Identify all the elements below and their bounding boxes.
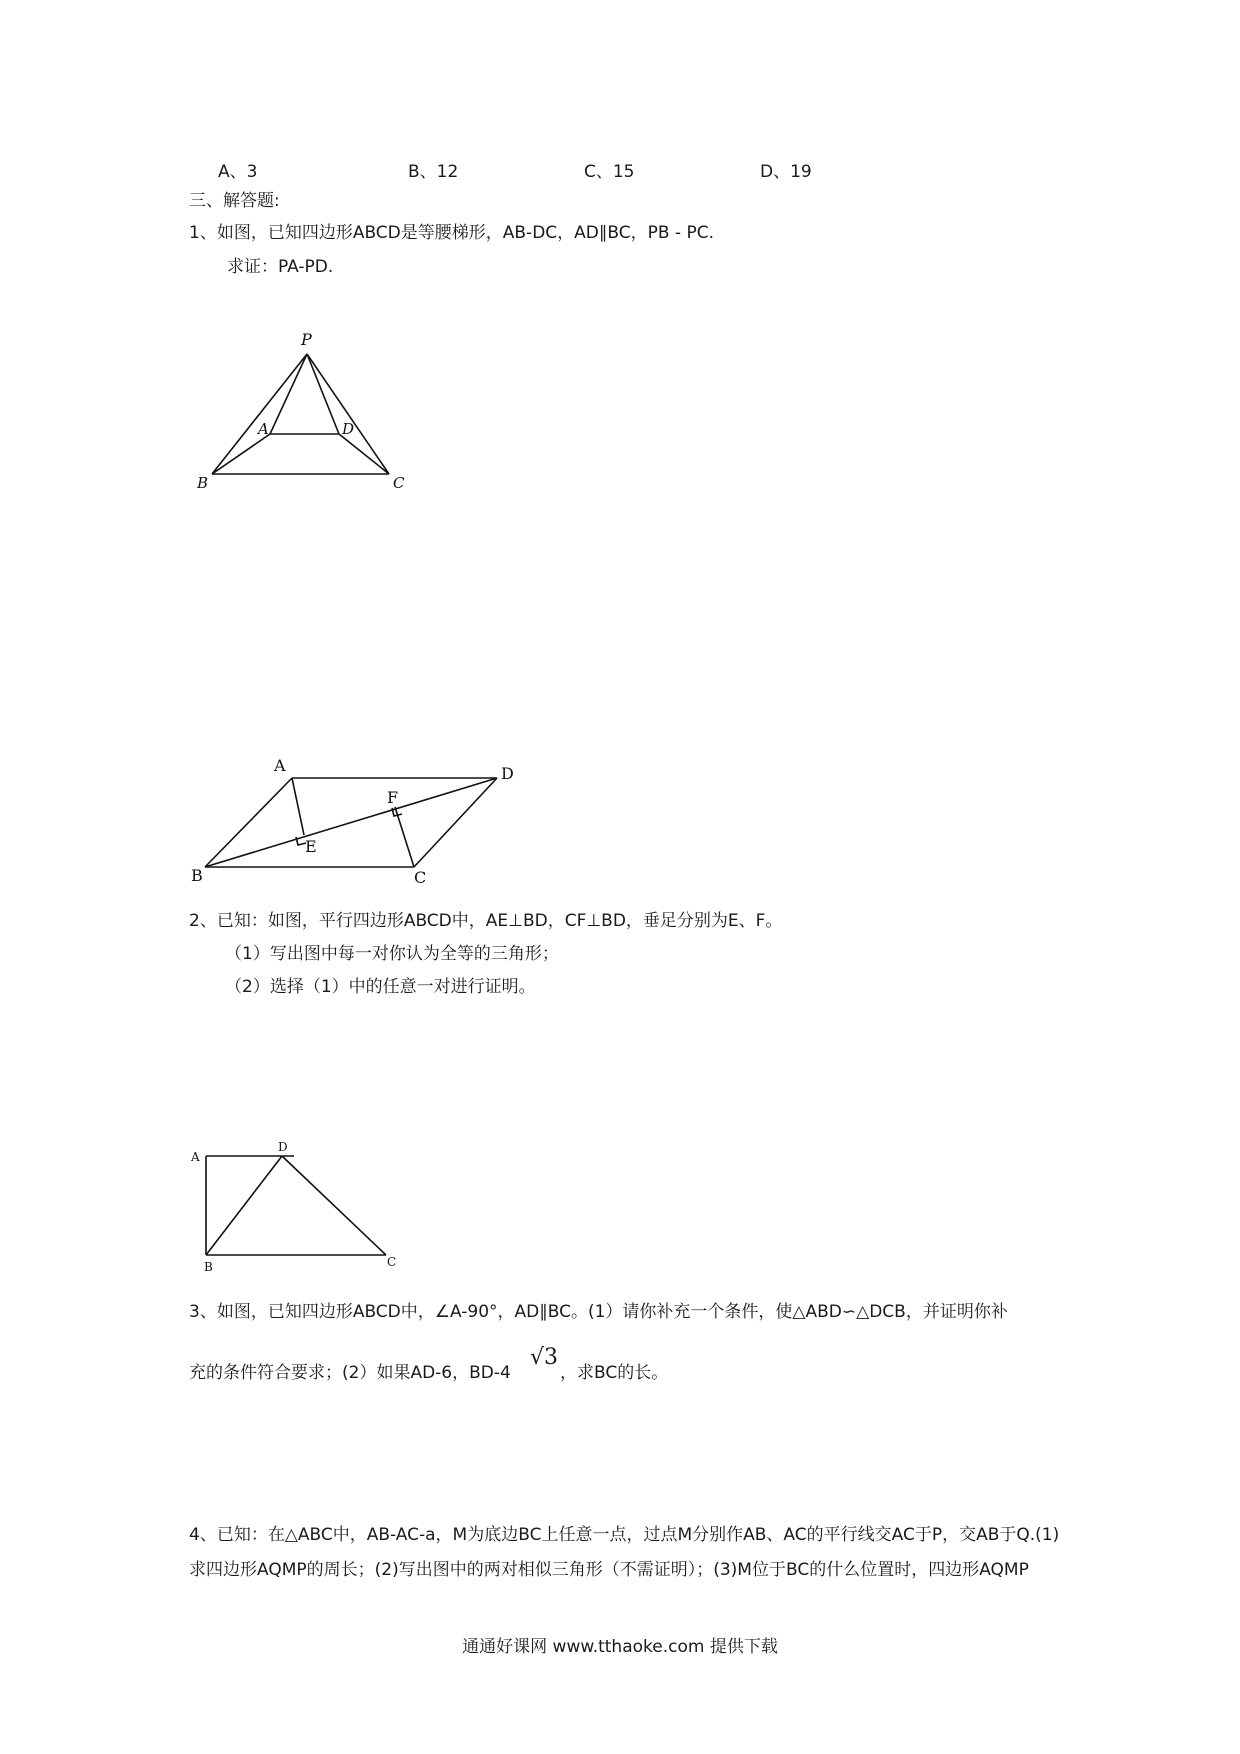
fig3-label-c: C xyxy=(387,1255,397,1269)
option-c: C、15 xyxy=(584,162,635,182)
option-a: A、3 xyxy=(218,162,258,182)
fig2-label-f: F xyxy=(387,788,399,807)
q3-line2a: 充的条件符合要求；(2）如果AD-6，BD-4 xyxy=(189,1363,511,1383)
q4-line2: 求四边形AQMP的周长；(2)写出图中的两对相似三角形（不需证明）；(3)M位于BC的什么位置时，四边形AQMP xyxy=(189,1560,1029,1580)
fig2-label-e: E xyxy=(305,837,317,856)
footer: 通通好课网 www.tthaoke.com 提供下载 xyxy=(462,1637,778,1657)
q1-line2: 求证：PA-PD. xyxy=(227,257,334,277)
fig2-label-d: D xyxy=(501,764,514,783)
q3-line2b: ，求BC的长。 xyxy=(560,1363,669,1383)
fig2-label-b: B xyxy=(191,866,203,885)
fig3-label-b: B xyxy=(204,1260,213,1274)
sqrt-three: √3 xyxy=(530,1345,559,1370)
fig1-label-p: P xyxy=(301,330,312,349)
option-d: D、19 xyxy=(760,162,812,182)
q4-line1: 4、已知：在△ABC中，AB-AC-a，M为底边BC上任意一点，过点M分别作AB、AC的平行线交AC于P，交AB于Q.(1) xyxy=(189,1525,1060,1545)
fig1-label-c: C xyxy=(393,474,405,492)
fig1-label-a: A xyxy=(258,420,269,438)
fig2-label-a: A xyxy=(274,756,286,775)
q1-line1: 1、如图，已知四边形ABCD是等腰梯形，AB-DC，AD∥BC，PB - PC. xyxy=(189,223,714,243)
q2-line3: （2）选择（1）中的任意一对进行证明。 xyxy=(225,977,536,997)
q2-line1: 2、已知：如图，平行四边形ABCD中，AE⊥BD，CF⊥BD，垂足分别为E、F。 xyxy=(189,911,783,931)
fig1-label-b: B xyxy=(197,474,209,492)
q3-line1: 3、如图，已知四边形ABCD中，∠A-90°，AD∥BC。(1）请你补充一个条件，使△ABD∽△DCB，并证明你补 xyxy=(189,1302,1008,1322)
fig3-label-d: D xyxy=(278,1140,288,1154)
fig2-label-c: C xyxy=(414,868,427,887)
fig1-label-d: D xyxy=(342,420,355,438)
q2-line2: （1）写出图中每一对你认为全等的三角形； xyxy=(225,944,559,964)
fig3-label-a: A xyxy=(191,1150,200,1164)
option-b: B、12 xyxy=(408,162,459,182)
section-title: 三、解答题: xyxy=(189,191,280,211)
